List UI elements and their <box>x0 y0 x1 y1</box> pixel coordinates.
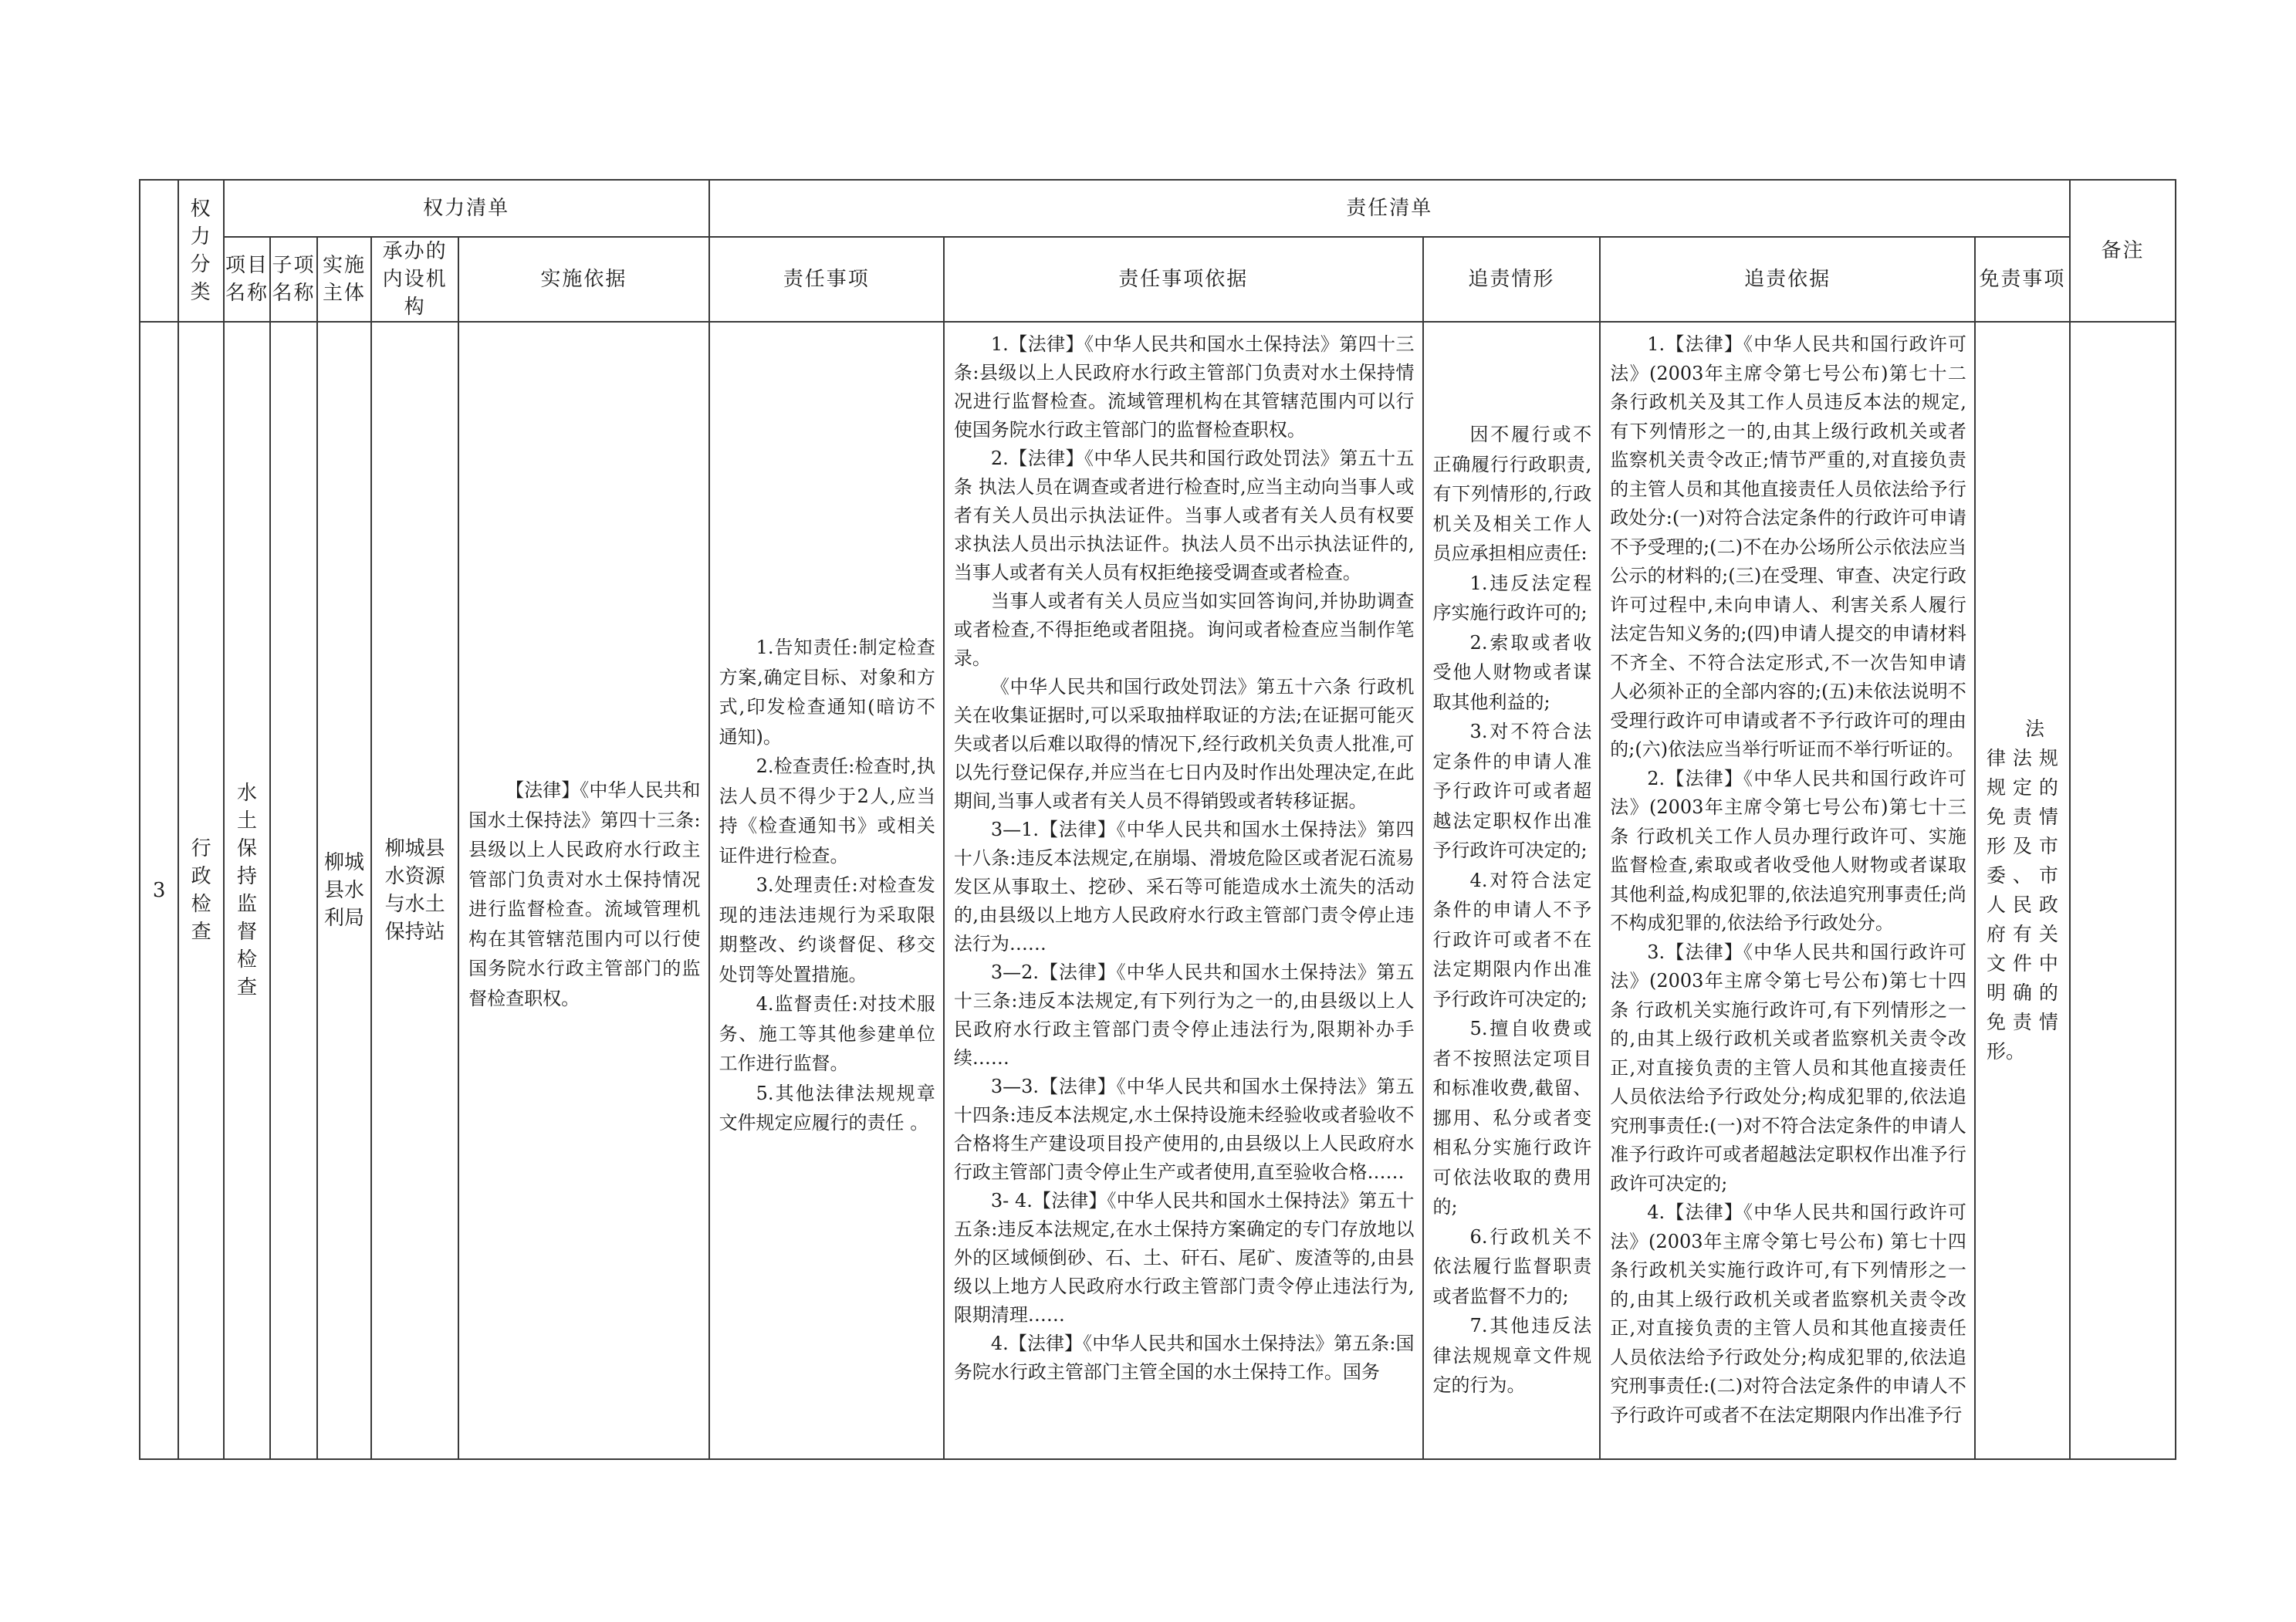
remarks-cell <box>2070 322 2176 1459</box>
item-name-header: 项目名称 <box>224 237 270 322</box>
accountability-cell <box>1423 322 1601 1459</box>
resp-basis-para: 1.【法律】《中华人民共和国水土保持法》第四十三条:县级以上人民政府水行政主管部门负责对水土保持情况进行监督检查。流域管理机构在其管辖范围内可以行使国务院水行政主管部门的监督检查职权。 <box>953 333 1415 441</box>
power-category-header: 权力分类 <box>178 180 223 322</box>
accountability-item: 3.对不符合法定条件的申请人准予行政许可或者超越法定职权作出准予行政许可决定的; <box>1432 721 1592 861</box>
resp-basis-para: 3- 4.【法律】《中华人民共和国水土保持法》第五十五条:违反本法规定,在水土保持方案确定的专门存放地以外的区域倾倒砂、石、土、矸石、尾矿、废渣等的,由县级以上地方人民政府水行政主管部门责令停止违法行为,限期清理…… <box>953 1190 1415 1326</box>
accountability-header: 追责情形 <box>1423 237 1601 322</box>
resp-basis-cell <box>944 322 1423 1459</box>
resp-basis-para: 3—1.【法律】《中华人民共和国水土保持法》第四十八条:违反本法规定,在崩塌、滑坡危险区或者泥石流易发区从事取土、挖砂、采石等可能造成水土流失的活动的,由县级以上地方人民政府水行政主管部门责令停止违法行为…… <box>953 819 1415 955</box>
exemption-header: 免责事项 <box>1975 237 2070 322</box>
accountability-basis-para: 4.【法律】《中华人民共和国行政许可法》(2003年主席令第七号公布) 第七十四条行政机关实施行政许可,有下列情形之一的,由其上级行政机关或者监察机关责令改正,对直接负责的主管人员和其他直接责任人员依法给予行政处分;构成犯罪的,依法追究刑事责任:(二)对符合法定条件的申请人不予行政许可或者不在法定期限内作出准予行 <box>1610 1201 1966 1426</box>
sub-item-name-cell <box>270 322 316 1459</box>
subject-cell: 柳城县水利局 <box>317 322 372 1459</box>
accountability-basis-para: 2.【法律】《中华人民共和国行政许可法》(2003年主席令第七号公布)第七十三条 行政机关工作人员办理行政许可、实施监督检查,索取或者收受他人财物或者谋取其他利益,构成犯罪的,依法追究刑事责任;尚不构成犯罪的,依法给予行政处分。 <box>1610 767 1966 934</box>
accountability-item: 6.行政机关不依法履行监督职责或者监督不力的; <box>1432 1225 1592 1307</box>
accountability-basis-header: 追责依据 <box>1600 237 1975 322</box>
resp-basis-para: 4.【法律】《中华人民共和国水土保持法》第五条:国务院水行政主管部门主管全国的水土保持工作。国务 <box>953 1333 1415 1383</box>
resp-basis-header: 责任事项依据 <box>944 237 1423 322</box>
resp-items-cell <box>709 322 944 1459</box>
row-number: 3 <box>140 322 178 1459</box>
accountability-item: 4.对符合法定条件的申请人不予行政许可或者不在法定期限内作出准予行政许可决定的; <box>1432 869 1592 1010</box>
resp-item: 5.其他法律法规规章文件规定应履行的责任 。 <box>719 1082 935 1134</box>
basis-cell <box>458 322 708 1459</box>
accountability-basis-para: 1.【法律】《中华人民共和国行政许可法》(2003年主席令第七号公布)第七十二条行政机关及其工作人员违反本法的规定,有下列情形之一的,由其上级行政机关或者监察机关责令改正;情节严重的,对直接负责的主管人员和其他直接责任人员依法给予行政处分:(一)对符合法定条件的行政许可申请不予受理的;(二)不在办公场所公示依法应当公示的材料的;(三)在受理、审查、决定行政许可过程中,未向申请人、利害关系人履行法定告知义务的;(四)申请人提交的申请材料不齐全、不符合法定形式,不一次告知申请人必须补正的全部内容的;(五)未依法说明不受理行政许可申请或者不予行政许可的理由的;(六)依法应当举行听证而不举行听证的。 <box>1610 333 1966 760</box>
resp-basis-para: 《中华人民共和国行政处罚法》第五十六条 行政机关在收集证据时,可以采取抽样取证的方法;在证据可能灭失或者以后难以取得的情况下,经行政机关负责人批准,可以先行登记保存,并应当在七日内及时作出处理决定,在此期间,当事人或者有关人员不得销毁或者转移证据。 <box>953 676 1415 812</box>
resp-basis-para: 当事人或者有关人员应当如实回答询问,并协助调查或者检查,不得拒绝或者阻挠。询问或者检查应当制作笔录。 <box>953 590 1415 669</box>
resp-item: 3.处理责任:对检查发现的违法违规行为采取限期整改、约谈督促、移交处罚等处置措施。 <box>719 874 935 985</box>
accountability-item: 2.索取或者收受他人财物或者谋取其他利益的; <box>1432 631 1592 713</box>
accountability-item: 因不履行或不正确履行行政职责,有下列情形的,行政机关及相关工作人员应承担相应责任: <box>1432 424 1592 564</box>
internal-unit-header: 承办的内设机构 <box>371 237 458 322</box>
resp-items-header: 责任事项 <box>709 237 944 322</box>
resp-item: 2.检查责任:检查时,执法人员不得少于2人,应当持《检查通知书》或相关证件进行检查。 <box>719 755 935 867</box>
resp-basis-para: 2.【法律】《中华人民共和国行政处罚法》第五十五条 执法人员在调查或者进行检查时,应当主动向当事人或者有关人员出示执法证件。当事人或者有关人员有权要求执法人员出示执法证件。执法人员不出示执法证件的,当事人或者有关人员有权拒绝接受调查或者检查。 <box>953 448 1415 583</box>
basis-text: 【法律】《中华人民共和国水土保持法》第四十三条:县级以上人民政府水行政主管部门负责对水土保持情况进行监督检查。流域管理机构在其管辖范围内可以行使国务院水行政主管部门的监督检查职权。 <box>468 779 701 1009</box>
responsibility-list-header: 责任清单 <box>709 180 2070 237</box>
unit-cell: 柳城县水资源与水土保持站 <box>371 322 458 1459</box>
basis-header: 实施依据 <box>458 237 708 322</box>
implementing-subject-header: 实施主体 <box>317 237 372 322</box>
accountability-basis-para: 3.【法律】《中华人民共和国行政许可法》(2003年主席令第七号公布)第七十四条 行政机关实施行政许可,有下列情形之一的,由其上级行政机关或者监察机关责令改正,对直接负责的主管人员和其他直接责任人员依法给予行政处分;构成犯罪的,依法追究刑事责任:(一)对不符合法定条件的申请人准予行政许可或者超越法定职权作出准予行政许可决定的; <box>1610 941 1966 1195</box>
item-name-cell: 水土保持监督检查 <box>224 322 270 1459</box>
resp-item: 1.告知责任:制定检查方案,确定目标、对象和方式,印发检查通知(暗访不通知)。 <box>719 637 935 748</box>
index-header-cell <box>140 180 178 322</box>
sub-item-name-header: 子项名称 <box>270 237 316 322</box>
resp-item: 4.监督责任:对技术服务、施工等其他参建单位工作进行监督。 <box>719 993 935 1074</box>
resp-basis-para: 3—3.【法律】《中华人民共和国水土保持法》第五十四条:违反本法规定,水土保持设施未经验收或者验收不合格将生产建设项目投产使用的,由县级以上人民政府水行政主管部门责令停止生产或者使用,直至验收合格…… <box>953 1076 1415 1183</box>
power-list-header: 权力清单 <box>224 180 709 237</box>
accountability-basis-cell <box>1600 322 1975 1459</box>
accountability-item: 7.其他违反法律法规规章文件规定的行为。 <box>1432 1315 1592 1396</box>
remarks-header: 备注 <box>2070 180 2176 322</box>
exemption-text: 法律法规规定的免责情形及市委、市人民政府有关文件中明确的免责情形。 <box>1986 718 2058 1063</box>
exemption-cell <box>1975 322 2070 1459</box>
responsibility-table <box>139 179 2176 1460</box>
accountability-item: 5.擅自收费或者不按照法定项目和标准收费,截留、挪用、私分或者变相私分实施行政许可依法收取的费用的; <box>1432 1018 1592 1218</box>
category-cell: 行政检查 <box>178 322 223 1459</box>
accountability-item: 1.违反法定程序实施行政许可的; <box>1432 572 1592 623</box>
resp-basis-para: 3—2.【法律】《中华人民共和国水土保持法》第五十三条:违反本法规定,有下列行为之一的,由县级以上人民政府水行政主管部门责令停止违法行为,限期补办手续…… <box>953 961 1415 1069</box>
